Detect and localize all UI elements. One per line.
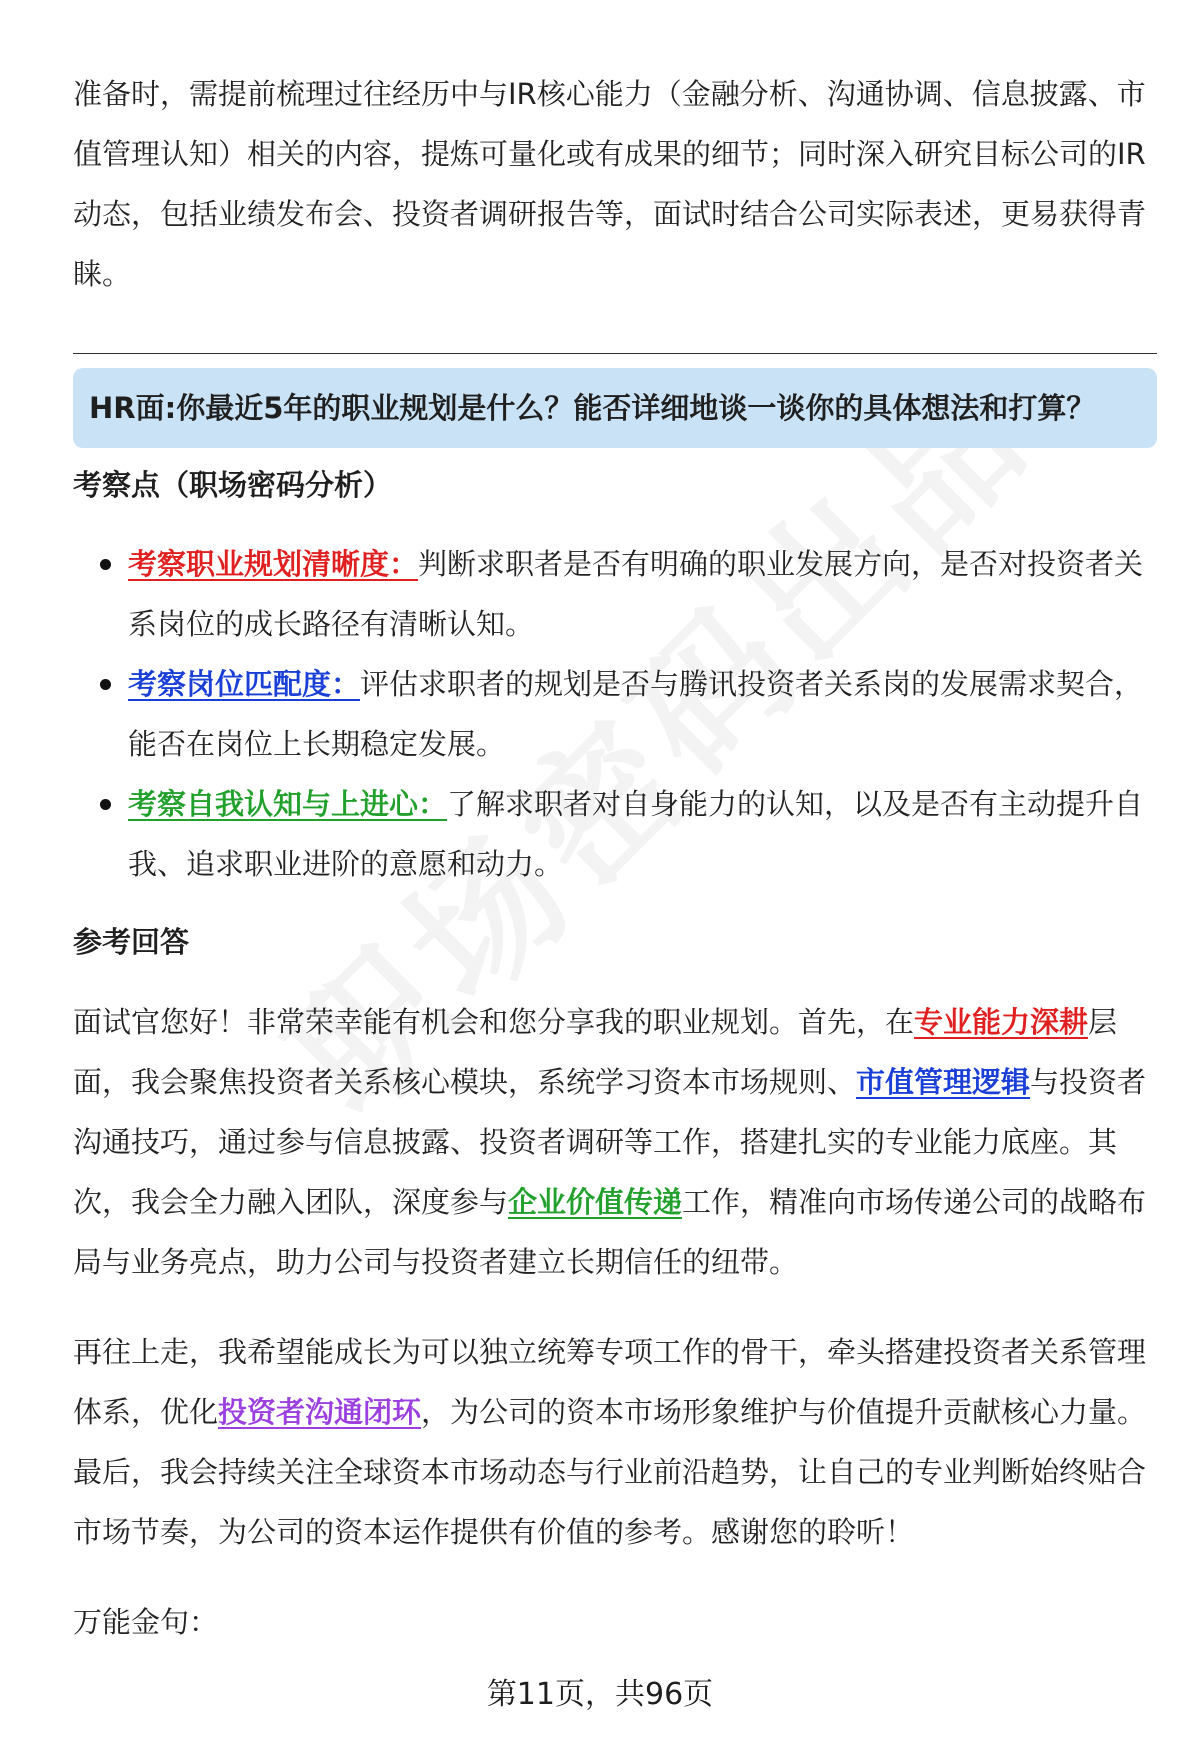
bullet-dot-icon: [100, 799, 111, 810]
section-heading-assessment: 考察点（职场密码分析）: [73, 468, 393, 502]
list-item: [73, 534, 1153, 654]
answer-keyword: 专业能力深耕: [914, 1005, 1089, 1039]
answer-text: 面试官您好！非常荣幸能有机会和您分享我的职业规划。首先，在: [73, 1005, 915, 1039]
bullet-text: 了解求职者对自身能力的认知，以及是否有主动提升自我、追求职业进阶的意愿和动力。: [128, 787, 1144, 881]
section-heading-answer: 参考回答: [73, 925, 190, 959]
question-text: HR面:你最近5年的职业规划是什么？能否详细地谈一谈你的具体想法和打算？: [89, 391, 1096, 425]
universal-phrase-label: 万能金句：: [73, 1605, 219, 1639]
list-item: [73, 654, 1153, 774]
bullet-keyword: 考察职业规划清晰度：: [128, 547, 419, 581]
bullet-keyword: 考察岗位匹配度：: [128, 667, 361, 701]
bullet-text: 判断求职者是否有明确的职业发展方向，是否对投资者关系岗位的成长路径有清晰认知。: [128, 547, 1144, 641]
page-number: 第11页，共96页: [486, 1677, 714, 1712]
assessment-list: [73, 534, 1153, 894]
bullet-dot-icon: [100, 559, 111, 570]
answer-keyword: 企业价值传递: [508, 1185, 683, 1219]
answer-text: ，为公司的资本市场形象维护与价值提升贡献核心力量。最后，我会持续关注全球资本市场动态与行业前沿趋势，让自己的专业判断始终贴合市场节奏，为公司的资本运作提供有价值的参考。感谢您的聆听！: [73, 1395, 1147, 1549]
answer-keyword: 市值管理逻辑: [856, 1065, 1031, 1099]
bullet-keyword: 考察自我认知与上进心：: [128, 787, 448, 821]
answer-text: 工作，精准向市场传递公司的战略布局与业务亮点，助力公司与投资者建立长期信任的纽带。: [73, 1185, 1147, 1279]
question-banner: [73, 368, 1157, 448]
answer-text: 与投资者沟通技巧，通过参与信息披露、投资者调研等工作，搭建扎实的专业能力底座。其次，我会全力融入团队，深度参与: [73, 1065, 1147, 1219]
section-divider: [73, 353, 1157, 354]
bullet-dot-icon: [100, 679, 111, 690]
bullet-text: 评估求职者的规划是否与腾讯投资者关系岗的发展需求契合，能否在岗位上长期稳定发展。: [128, 667, 1144, 761]
answer-paragraph-2: [73, 1322, 1153, 1562]
answer-text: 层面，我会聚焦投资者关系核心模块，系统学习资本市场规则、: [73, 1005, 1118, 1099]
list-item: [73, 774, 1153, 894]
answer-paragraph-1: [73, 992, 1153, 1292]
answer-text: 再往上走，我希望能成长为可以独立统筹专项工作的骨干，牵头搭建投资者关系管理体系，优化: [73, 1335, 1147, 1429]
intro-paragraph: 准备时，需提前梳理过往经历中与IR核心能力（金融分析、沟通协调、信息披露、市值管理认知）相关的内容，提炼可量化或有成果的细节；同时深入研究目标公司的IR动态，包括业绩发布会、投资者调研报告等，面试时结合公司实际表述，更易获得青睐。: [73, 77, 1147, 291]
answer-keyword: 投资者沟通闭环: [218, 1395, 422, 1429]
